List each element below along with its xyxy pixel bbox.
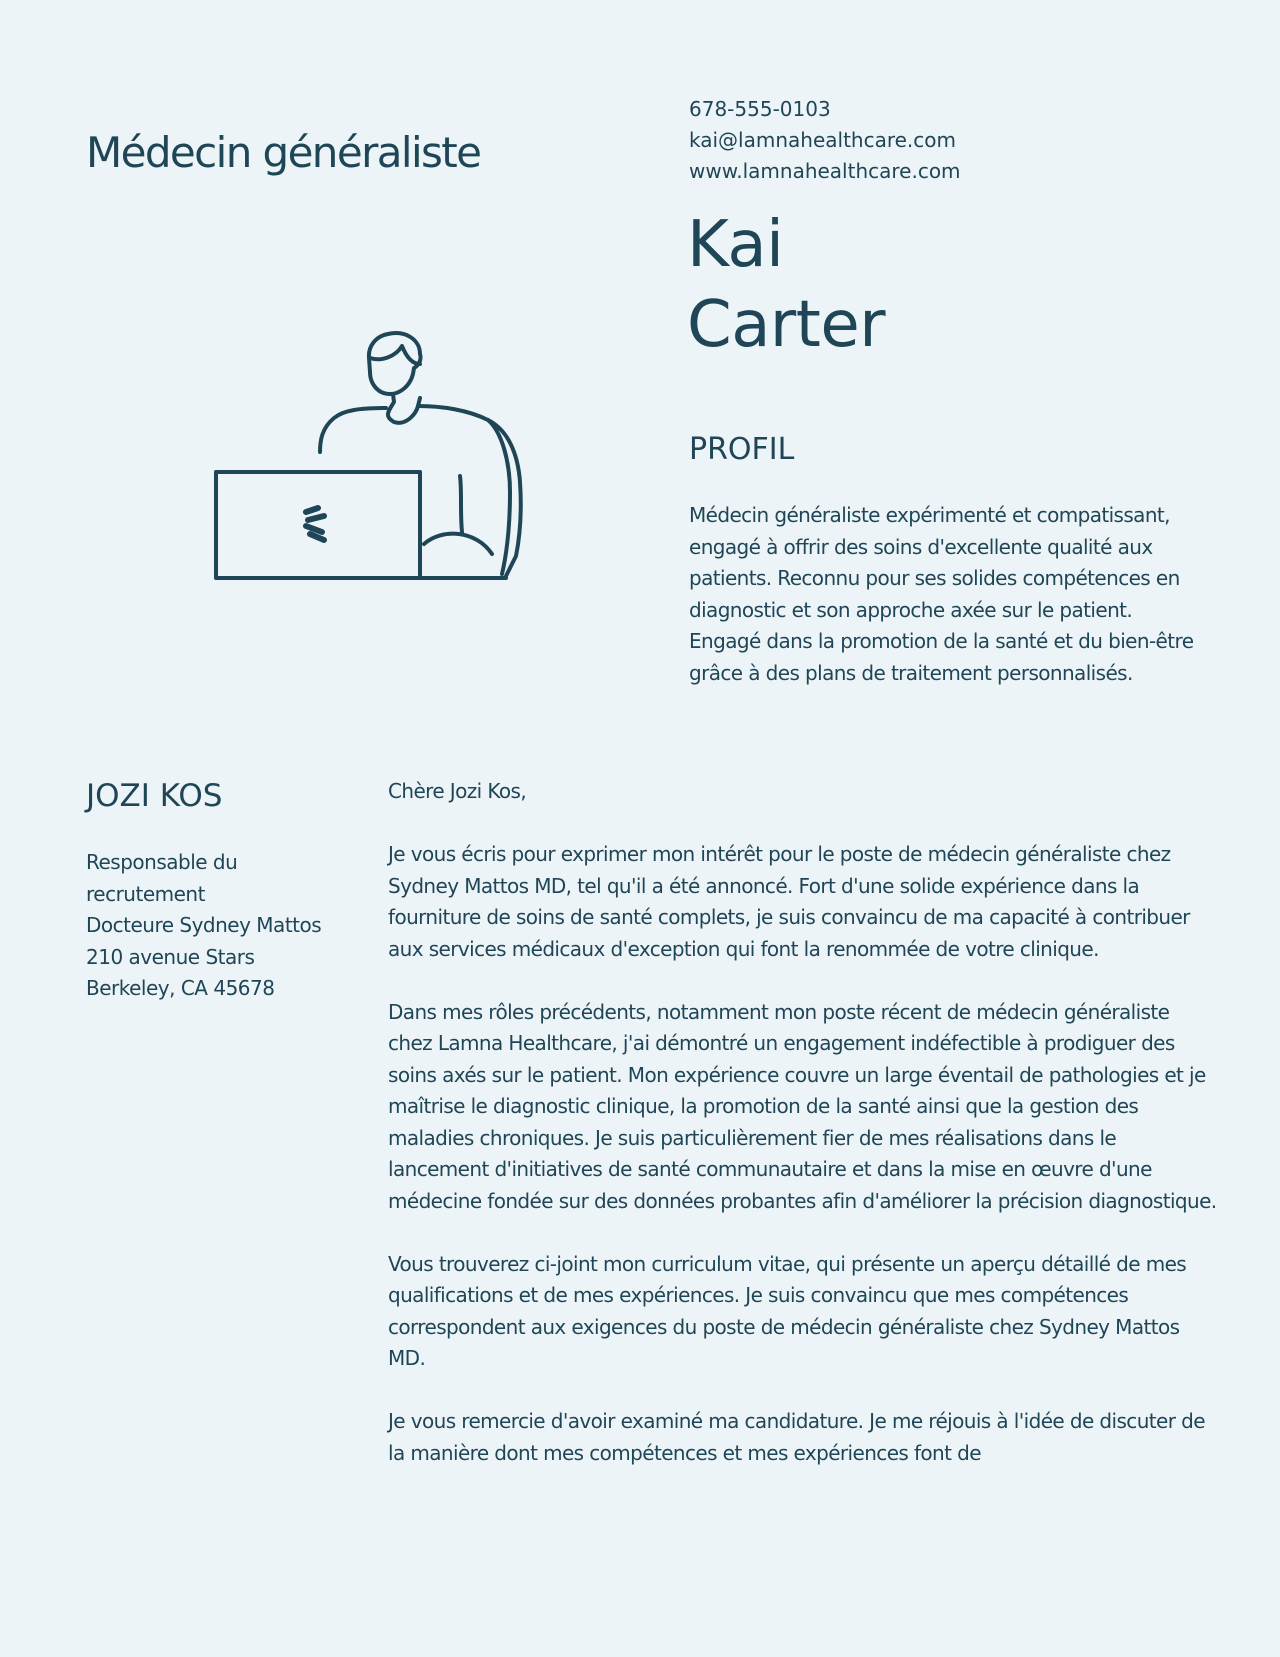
recipient-role-line-1: Responsable du [86, 850, 238, 874]
letter-salutation: Chère Jozi Kos, [388, 779, 527, 803]
letter-body [388, 776, 1218, 1501]
email-address[interactable]: kai@lamnahealthcare.com [689, 128, 956, 152]
letter-paragraph: Je vous remercie d'avoir examiné ma candidature. Je me réjouis à l'idée de discuter de la manière dont mes compétences et mes expériences font de [388, 1409, 1205, 1465]
recipient-company: Docteure Sydney Mattos [86, 913, 322, 937]
contact-info [689, 94, 961, 187]
job-title: Médecin généraliste [86, 128, 481, 177]
recipient-street: 210 avenue Stars [86, 944, 255, 969]
letter-paragraph: Dans mes rôles précédents, notamment mon poste récent de médecin généraliste chez Lamna Healthcare, j'ai démontré un engagement indéfectible à prodiguer des soins axés sur le patient. Mon expérience couvre un large éventail de pathologies et je maîtrise le diagnostic clinique, la promotion de la santé ainsi que la gestion des maladies chroniques. Je suis particulièrement fier de mes réalisations dans le lancement d'initiatives de santé communautaire et dans la mise en œuvre d'une médecine fondée sur des données probantes afin d'améliorer la précision diagnostique. [388, 999, 1217, 1213]
sender-first-name: Kai [687, 208, 784, 282]
recipient-role-line-2: recrutement [86, 881, 205, 906]
person-at-laptop-icon [210, 322, 550, 582]
letter-paragraph: Vous trouverez ci-joint mon curriculum vitae, qui présente un aperçu détaillé de mes qualifications et de mes expériences. Je suis convaincu que mes compétences correspondent aux exigences du poste de médecin généraliste chez Sydney Mattos MD. [388, 1251, 1187, 1370]
recipient-city: Berkeley, CA 45678 [86, 976, 275, 1000]
website-link[interactable]: www.lamnahealthcare.com [689, 159, 961, 183]
recipient-address [86, 847, 366, 1005]
profile-heading: PROFIL [689, 432, 795, 467]
profile-text: Médecin généraliste expérimenté et compatissant, engagé à offrir des soins d'excellente qualité aux patients. Reconnu pour ses solides compétences en diagnostic et son approche axée sur le patient. Engagé dans la promotion de la santé et du bien-être grâce à des plans de traitement personnalisés. [689, 503, 1194, 685]
phone-number: 678-555-0103 [689, 97, 831, 121]
sender-name [687, 205, 885, 365]
recipient-name: JOZI KOS [86, 778, 223, 814]
sender-last-name: Carter [687, 288, 885, 362]
letter-paragraph: Je vous écris pour exprimer mon intérêt pour le poste de médecin généraliste chez Sydney Mattos MD, tel qu'il a été annoncé. Fort d'une solide expérience dans la fourniture de soins de santé complets, je suis convaincu de ma capacité à contribuer aux services médicaux d'exception qui font la renommée de votre clinique. [388, 842, 1190, 961]
